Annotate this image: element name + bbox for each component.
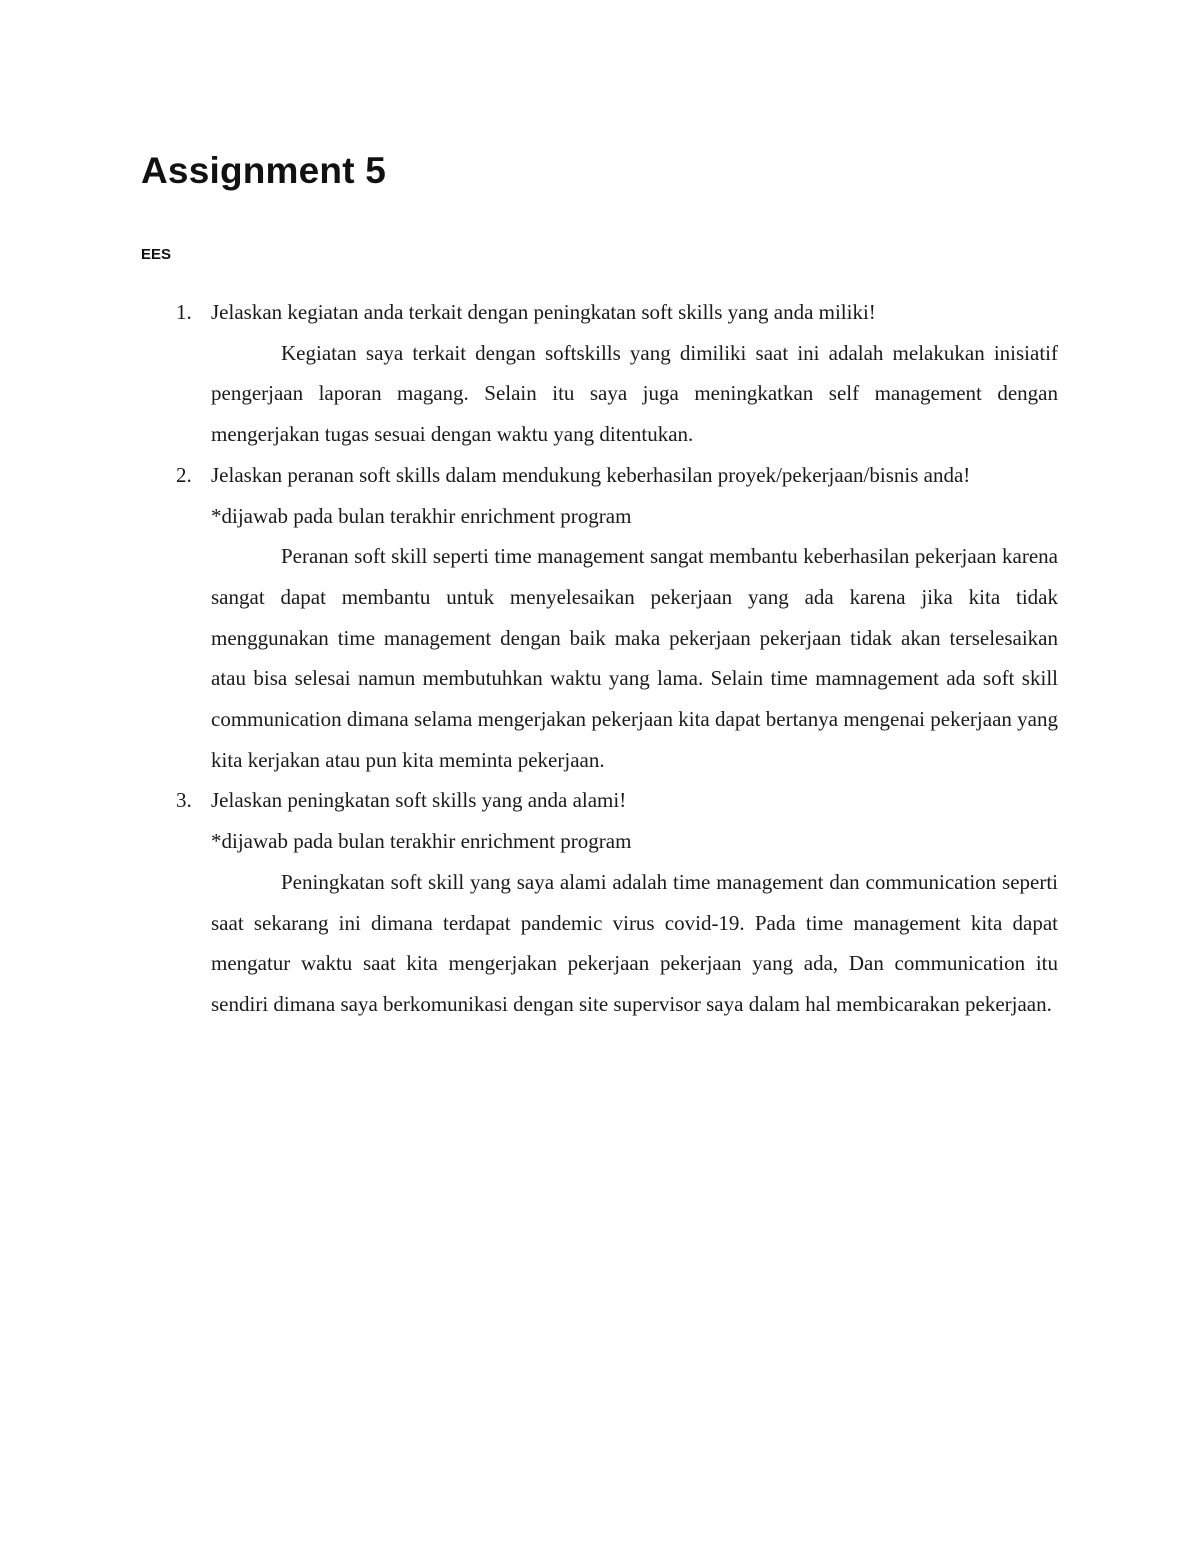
question-number: 2. [176, 462, 192, 487]
question-item-2 [141, 455, 1058, 781]
question-list [141, 292, 1058, 1025]
answer-text: Peningkatan soft skill yang saya alami adalah time management dan communication seperti saat sekarang ini dimana terdapat pandemic virus covid-19. Pada time management kita dapat mengatur waktu saat kita mengerjakan pekerjaan pekerjaan yang ada, Dan communication itu sendiri dimana saya berkomunikasi dengan site supervisor saya dalam hal membicarakan pekerjaan. [211, 869, 1058, 1016]
question-item-3 [141, 780, 1058, 1024]
question-item-1 [141, 292, 1058, 455]
answer-text: Peranan soft skill seperti time management sangat membantu keberhasilan pekerjaan karena sangat dapat membantu untuk menyelesaikan pekerjaan yang ada karena jika kita tidak menggunakan time management dengan baik maka pekerjaan pekerjaan tidak akan terselesaikan atau bisa selesai namun membutuhkan waktu yang lama. Selain time mamnagement ada soft skill communication dimana selama mengerjakan pekerjaan kita dapat bertanya mengenai pekerjaan yang kita kerjakan atau pun kita meminta pekerjaan. [211, 544, 1058, 772]
question-text: Jelaskan kegiatan anda terkait dengan peningkatan soft skills yang anda miliki! [211, 300, 876, 324]
answer-text: Kegiatan saya terkait dengan softskills yang dimiliki saat ini adalah melakukan inisiatif pengerjaan laporan magang. Selain itu saya juga meningkatkan self management dengan mengerjakan tugas sesuai dengan waktu yang ditentukan. [211, 340, 1058, 447]
answer-note: *dijawab pada bulan terakhir enrichment program [211, 503, 632, 528]
answer-note: *dijawab pada bulan terakhir enrichment program [211, 829, 632, 854]
question-text: Jelaskan peningkatan soft skills yang anda alami! [211, 788, 627, 813]
document-title: Assignment 5 [141, 150, 387, 191]
question-text: Jelaskan peranan soft skills dalam mendukung keberhasilan proyek/pekerjaan/bisnis anda! [211, 462, 971, 487]
document-subtitle: EES [141, 246, 172, 263]
question-number: 1. [176, 300, 192, 324]
question-number: 3. [176, 788, 192, 813]
